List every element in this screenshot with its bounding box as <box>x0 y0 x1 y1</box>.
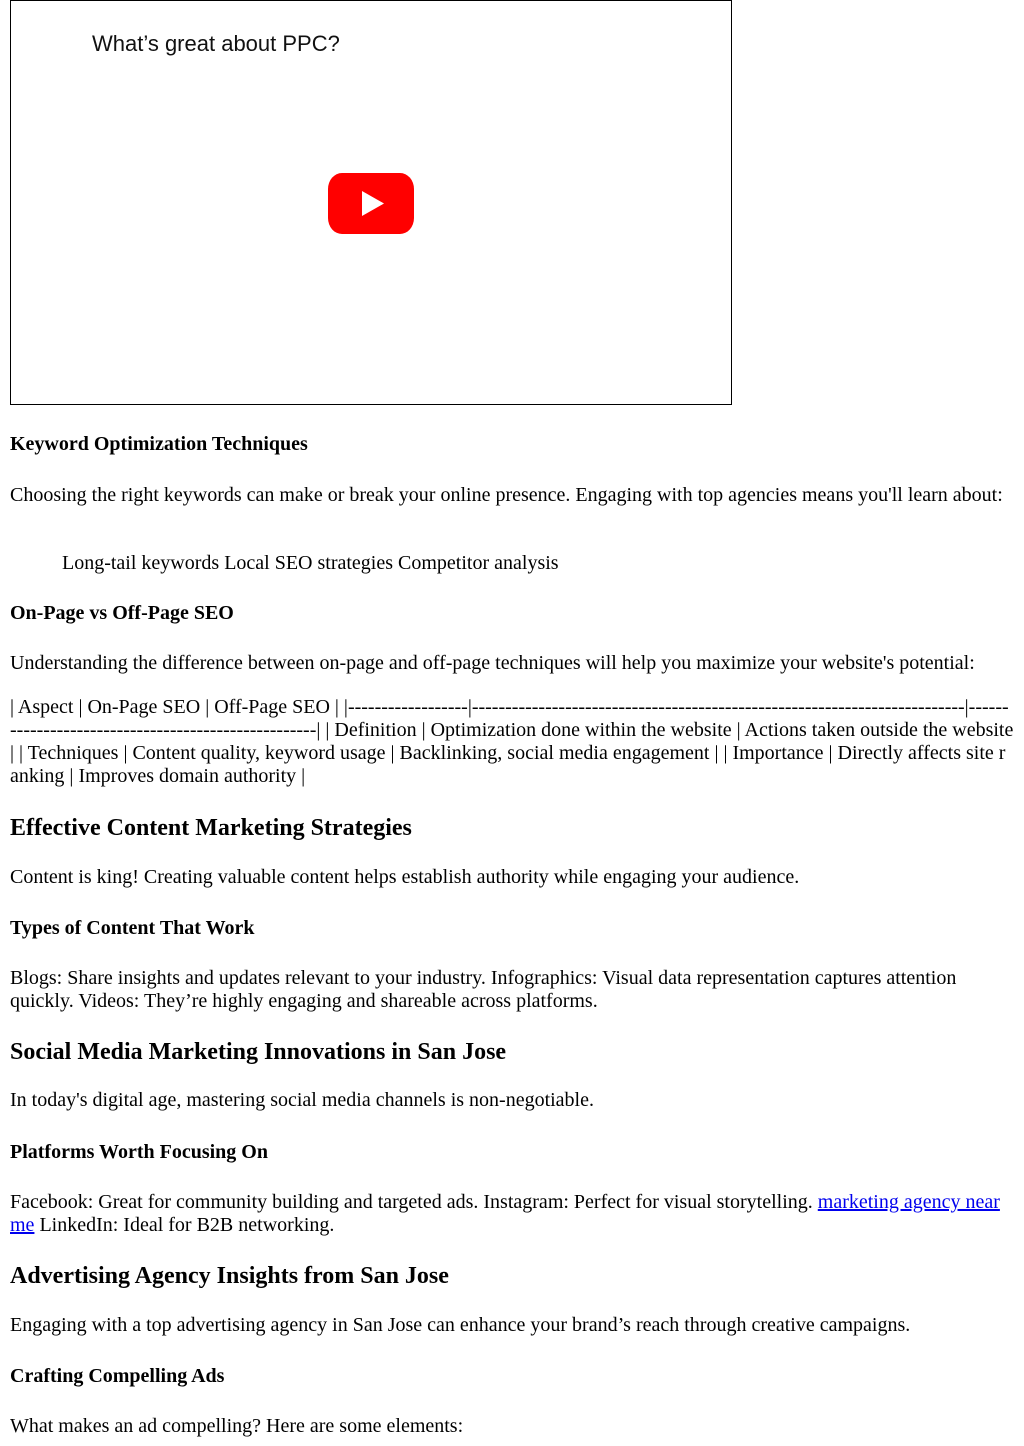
youtube-play-icon[interactable] <box>328 173 414 234</box>
heading-content-marketing: Effective Content Marketing Strategies <box>10 815 412 841</box>
platforms-text-before-link: Facebook: Great for community building and targeted ads. Instagram: Perfect for visual storytelling. <box>10 1191 818 1213</box>
seo-comparison-table-text: | Aspect | On-Page SEO | Off-Page SEO | |------------------|--------------------------------------------------------------------------|----------------------------------------------------| | Definition | Optimization done within the website | Actions taken outside the website | | Techniques | Content quality, keyword usage | Backlinking, social media engagement | | Importance | Directly affects site ranking | Improves domain authority | <box>10 696 1014 787</box>
keyword-intro-paragraph: Choosing the right keywords can make or break your online presence. Engaging with top agencies means you'll learn about: <box>10 484 1003 506</box>
heading-types-of-content: Types of Content That Work <box>10 917 255 939</box>
video-embed[interactable] <box>10 0 732 405</box>
heading-keyword-optimization: Keyword Optimization Techniques <box>10 433 308 455</box>
content-types-paragraph: Blogs: Share insights and updates relevant to your industry. Infographics: Visual data representation captures attention quickly. Videos: They’re highly engaging and shareable across platforms. <box>10 967 957 1012</box>
advertising-intro-paragraph: Engaging with a top advertising agency in San Jose can enhance your brand’s reach through creative campaigns. <box>10 1314 911 1336</box>
social-intro-paragraph: In today's digital age, mastering social media channels is non-negotiable. <box>10 1089 594 1111</box>
marketing-agency-link[interactable]: marketing agency near me <box>10 1191 1000 1236</box>
platforms-text-after-link: LinkedIn: Ideal for B2B networking. <box>34 1214 335 1236</box>
onoff-intro-paragraph: Understanding the difference between on-page and off-page techniques will help you maximize your website's potential: <box>10 652 975 674</box>
platforms-paragraph <box>10 1191 1014 1237</box>
content-intro-paragraph: Content is king! Creating valuable content helps establish authority while engaging your audience. <box>10 866 800 888</box>
keyword-list: Long-tail keywords Local SEO strategies Competitor analysis <box>62 552 559 574</box>
heading-advertising-agency: Advertising Agency Insights from San Jose <box>10 1263 449 1289</box>
video-title[interactable]: What’s great about PPC? <box>92 31 340 56</box>
heading-platforms: Platforms Worth Focusing On <box>10 1141 268 1163</box>
heading-social-media-marketing: Social Media Marketing Innovations in San Jose <box>10 1039 507 1065</box>
ad-elements-paragraph: What makes an ad compelling? Here are some elements: <box>10 1415 464 1437</box>
heading-crafting-ads: Crafting Compelling Ads <box>10 1365 225 1387</box>
heading-on-page-vs-off-page: On-Page vs Off-Page SEO <box>10 602 234 624</box>
